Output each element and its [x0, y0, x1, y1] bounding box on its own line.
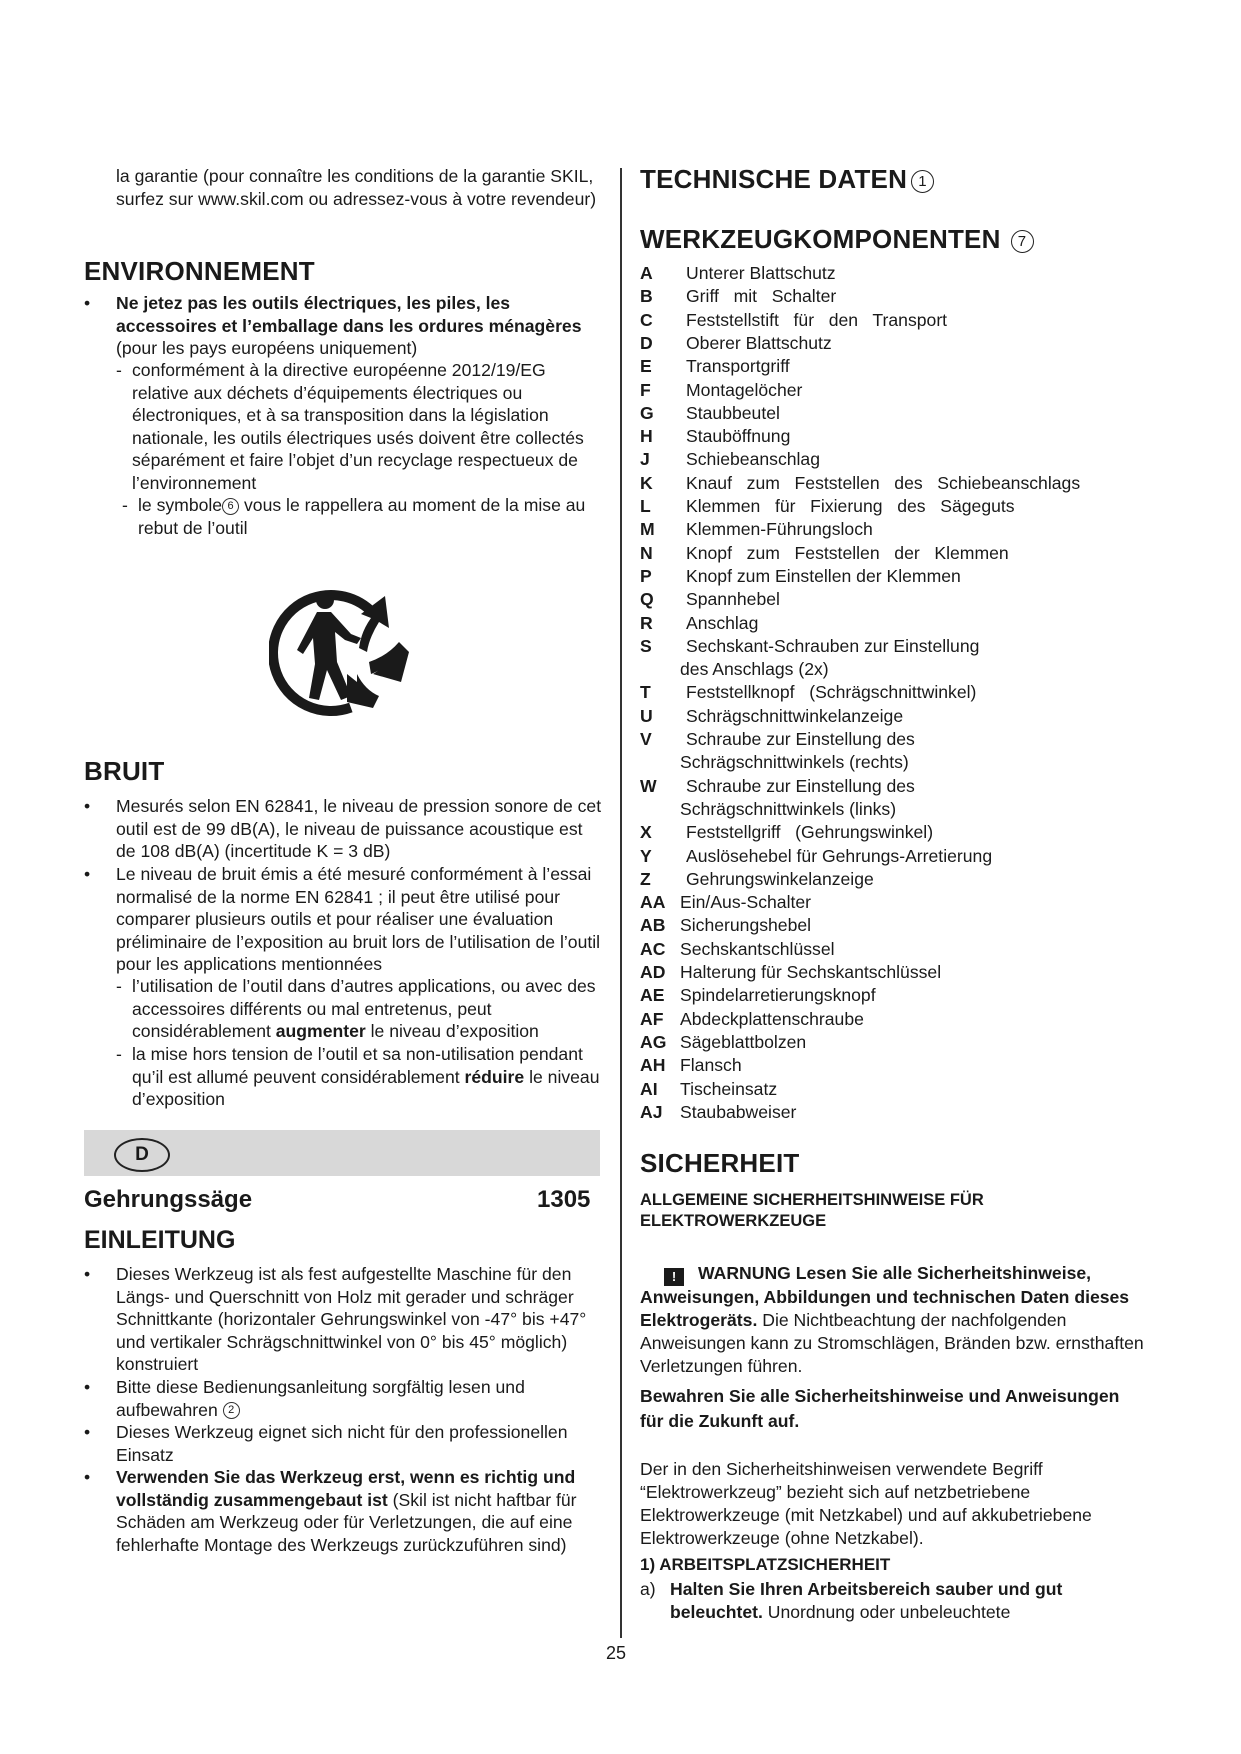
- component-key: AC: [640, 938, 666, 959]
- component-key: E: [640, 356, 652, 377]
- component-key: AD: [640, 962, 666, 982]
- component-key: W: [640, 775, 657, 796]
- warranty-text: la garantie (pour connaître les conditions de la garantie SKIL, surfez sur www.skil.com ou adressez-vous à votre revendeur): [116, 166, 597, 209]
- bullet-icon: •: [84, 1264, 91, 1284]
- component-key: S: [640, 635, 652, 656]
- bullet-icon: •: [84, 293, 91, 313]
- arbeitsplatz-a-label: a): [640, 1579, 656, 1599]
- component-key: AB: [640, 915, 666, 936]
- bullet-icon: •: [84, 1422, 91, 1442]
- einleitung-bullet-1: Dieses Werkzeug ist als fest aufgestellte Maschine für den Längs- und Querschnitt von Holz mit gerader und schräger Schnittkante (horizontaler Gehrungswinkel von -47° bis +47° und vertikaler Schrägschnittwinkel von 0° bis 45° möglich) konstruiert: [116, 1264, 587, 1374]
- warning-icon: !: [664, 1268, 684, 1286]
- component-label: Ein/Aus-Schalter: [680, 892, 812, 913]
- component-label: Feststellstift für den Transport: [686, 309, 948, 330]
- component-label: Oberer Blattschutz: [686, 332, 832, 353]
- component-label: Tischeinsatz: [680, 1078, 778, 1099]
- component-key: J: [640, 449, 650, 470]
- einleitung-bullet-2: [116, 1376, 606, 1421]
- language-badge: D: [114, 1138, 170, 1172]
- component-label: Flansch: [680, 1055, 742, 1076]
- component-label: Griff mit Schalter: [686, 286, 837, 307]
- component-label: Auslösehebel für Gehrungs-Arretierung: [686, 845, 993, 866]
- ref-circle-7: 7: [1011, 230, 1034, 253]
- component-key: D: [640, 332, 653, 353]
- component-label: Anschlag: [686, 612, 759, 633]
- warning-paragraph: [640, 1262, 1160, 1378]
- bruit-dash-2-a: la mise hors tension de l’outil et sa non-utilisation pendant qu’il est allumé peuvent considérablement: [132, 1044, 583, 1087]
- bruit-dash-2: - la mise hors tension de l’outil et sa non-utilisation pendant qu’il est allumé peuvent considérablement réduire le niveau d’exposition: [116, 1044, 600, 1109]
- bruit-bullet-2: Le niveau de bruit émis a été mesuré conformément à l’essai normalisé de la norme EN 62841 ; il peut être utilisé pour comparer plusieurs outils et pour réaliser une évaluation préliminaire de l’exposition au bruit lors de l’utilisation de l’outil pour les applications mentionnées: [116, 864, 601, 974]
- bullet-icon: •: [84, 1377, 91, 1397]
- tech-data-heading: [640, 164, 934, 195]
- bruit-bullet-1: Mesurés selon EN 62841, le niveau de pression sonore de cet outil est de 99 dB(A), le niveau de puissance acoustique est de 108 dB(A) (incertitude K = 3 dB): [116, 796, 602, 861]
- arbeitsplatz-a-rest: Unordnung oder unbeleuchtete: [762, 1601, 1011, 1622]
- einleitung-bullet-2-text: Bitte diese Bedienungsanleitung sorgfältig lesen und aufbewahren: [116, 1377, 525, 1420]
- environment-dash-2: - le symbole 6 vous le rappellera au moment de la mise au rebut de l’outil: [122, 495, 586, 538]
- component-label: Sägeblattbolzen: [680, 1031, 807, 1052]
- component-key: C: [640, 309, 653, 330]
- component-label: Schiebeanschlag: [686, 449, 821, 470]
- component-key: AH: [640, 1055, 666, 1076]
- environment-heading: ENVIRONNEMENT: [84, 256, 315, 286]
- begriff-text: Der in den Sicherheitshinweisen verwendete Begriff “Elektrowerkzeug” bezieht sich auf netzbetriebene Elektrowerkzeuge (mit Netzkabel) und auf akkubetriebene Elektrowerkzeuge (ohne Netzkabel).: [640, 1459, 1092, 1548]
- bullet-icon: •: [84, 864, 91, 884]
- component-key: AG: [640, 1031, 667, 1052]
- component-key: Q: [640, 589, 654, 610]
- component-key: AJ: [640, 1101, 663, 1122]
- arbeitsplatz-heading: 1) ARBEITSPLATZSICHERHEIT: [640, 1555, 891, 1574]
- component-label: Abdeckplattenschraube: [680, 1008, 864, 1029]
- component-key: G: [640, 402, 654, 423]
- component-label: Stauböffnung: [686, 426, 791, 447]
- component-label: Schrägschnittwinkelanzeige: [686, 705, 904, 726]
- ref-circle-1: 1: [911, 170, 934, 193]
- einleitung-heading: EINLEITUNG: [84, 1226, 236, 1254]
- component-key: H: [640, 426, 653, 447]
- einleitung-bullet-4-rest: (Skil ist nicht haftbar für Schäden am Werkzeug oder für Verletzungen, die auf eine fehlerhafte Montage des Werkzeugs zurückzuführen sind): [116, 1489, 577, 1555]
- environment-dash-1: - conformément à la directive européenne 2012/19/EG relative aux déchets d’équipements électriques ou électroniques, et à sa transposition dans la législation nationale, les outils électriques usés doivent être collectés séparément et faire l’objet d’un recyclage respectueux de l’environnement: [116, 359, 606, 494]
- component-key: AI: [640, 1078, 658, 1099]
- component-key: N: [640, 542, 653, 563]
- einleitung-bullet-4: [116, 1466, 606, 1556]
- component-label: Klemmen für Fixierung des Sägeguts: [686, 496, 1015, 516]
- bruit-dash-2-bold: réduire: [464, 1066, 525, 1087]
- component-key: U: [640, 705, 653, 726]
- component-key: Y: [640, 845, 652, 866]
- bruit-dash-1-a: l’utilisation de l’outil dans d’autres applications, ou avec des accessoires différents ou mal entretenus, peut considérablement: [132, 976, 596, 1041]
- component-key: AE: [640, 985, 665, 1006]
- component-key: AF: [640, 1008, 664, 1029]
- component-label: Unterer Blattschutz: [686, 263, 836, 283]
- component-key: Z: [640, 868, 651, 889]
- component-label: Gehrungswinkelanzeige: [686, 868, 874, 889]
- component-label: Sechskant-Schrauben zur Einstellung: [686, 635, 980, 656]
- component-label: Knauf zum Feststellen des Schiebeanschlags: [686, 472, 1081, 493]
- ref-circle-2: 2: [223, 1402, 240, 1419]
- component-label-continued: Schrägschnittwinkels (links): [680, 798, 897, 819]
- component-key: L: [640, 496, 651, 516]
- component-label: Sicherungshebel: [680, 915, 812, 936]
- component-key: A: [640, 263, 653, 283]
- bruit-dash-1-bold: augmenter: [275, 1021, 366, 1041]
- components-heading: [640, 224, 1034, 255]
- environment-dash-2-b: vous le rappellera au moment de la mise au rebut de l’outil: [138, 495, 586, 538]
- page-number: 25: [606, 1643, 627, 1663]
- product-name: Gehrungssäge: [84, 1186, 253, 1213]
- component-label: Staubabweiser: [680, 1101, 797, 1122]
- triman-recycling-icon: [269, 578, 419, 728]
- ref-circle-6: 6: [222, 498, 239, 515]
- component-key: F: [640, 379, 651, 400]
- environment-bullet-bold: Ne jetez pas les outils électriques, les piles, les accessoires et l’emballage dans les ordures ménagères: [116, 293, 582, 336]
- bullet-icon: •: [84, 796, 91, 816]
- component-key: R: [640, 612, 653, 633]
- component-label: Halterung für Sechskantschlüssel: [680, 962, 942, 982]
- component-label: Staubbeutel: [686, 402, 780, 423]
- component-label-continued: des Anschlags (2x): [680, 659, 829, 680]
- component-key: M: [640, 519, 655, 540]
- allgemeine-heading: ALLGEMEINE SICHERHEITSHINWEISE FÜR ELEKTROWERKZEUGE: [640, 1191, 984, 1230]
- environment-dash-2-a: le symbole: [138, 495, 223, 515]
- bullet-icon: •: [84, 1467, 91, 1487]
- einleitung-bullet-4-bold: Verwenden Sie das Werkzeug erst, wenn es richtig und vollständig zusammengebaut ist: [116, 1467, 576, 1510]
- component-key: T: [640, 682, 651, 703]
- bewahren-text: Bewahren Sie alle Sicherheitshinweise und Anweisungen für die Zukunft auf.: [640, 1386, 1120, 1431]
- component-label: Sechskantschlüssel: [680, 938, 835, 959]
- component-key: P: [640, 565, 652, 586]
- environment-dash-1-text: conformément à la directive européenne 2012/19/EG relative aux déchets d’équipements électriques ou électroniques, et à sa transposition dans la législation nationale, les outils électriques usés doivent être collectés séparément et faire l’objet d’un recyclage respectueux de l’environnement: [132, 360, 584, 493]
- component-label: Knopf zum Feststellen der Klemmen: [686, 542, 1009, 563]
- component-label: Spindelarretierungsknopf: [680, 985, 876, 1006]
- component-label: Schraube zur Einstellung des: [686, 775, 915, 796]
- einleitung-bullet-3: Dieses Werkzeug eignet sich nicht für den professionellen Einsatz: [116, 1422, 568, 1465]
- component-label: Montagelöcher: [686, 379, 803, 400]
- component-label: Feststellgriff (Gehrungswinkel): [686, 822, 934, 843]
- component-label: Klemmen-Führungsloch: [686, 519, 873, 540]
- component-label: Knopf zum Einstellen der Klemmen: [686, 565, 961, 586]
- component-key: AA: [640, 892, 666, 913]
- component-label: Schraube zur Einstellung des: [686, 729, 915, 749]
- environment-bullet-rest: (pour les pays européens uniquement): [116, 338, 418, 358]
- components-title: WERKZEUGKOMPONENTEN: [640, 224, 1001, 254]
- warning-rest: Die Nichtbeachtung der nachfolgenden Anweisungen kann zu Stromschlägen, Bränden bzw. ernsthaften Verletzungen führen.: [640, 1310, 1144, 1376]
- bruit-heading: BRUIT: [84, 756, 165, 786]
- component-key: K: [640, 472, 653, 493]
- component-key: X: [640, 822, 652, 843]
- product-number: 1305: [537, 1186, 591, 1213]
- arbeitsplatz-a-bold: Halten Sie Ihren Arbeitsbereich sauber und gut beleuchtet.: [670, 1579, 1063, 1622]
- component-label: Feststellknopf (Schrägschnittwinkel): [686, 682, 977, 703]
- component-label: Spannhebel: [686, 589, 780, 610]
- arbeitsplatz-a: [640, 1578, 1160, 1623]
- bruit-dash-1: - l’utilisation de l’outil dans d’autres applications, ou avec des accessoires différents ou mal entretenus, peut considérablement augmenter le niveau d’exposition: [116, 976, 596, 1041]
- bruit-dash-2-c: le niveau d’exposition: [132, 1066, 600, 1109]
- environment-bullet: [116, 292, 606, 360]
- warning-bold: WARNUNG Lesen Sie alle Sicherheitshinweise, Anweisungen, Abbildungen und technischen Daten dieses Elektrogeräts.: [640, 1263, 1130, 1330]
- component-key: B: [640, 286, 653, 307]
- bruit-dash-1-c: le niveau d’exposition: [365, 1021, 539, 1041]
- tech-data-title: TECHNISCHE DATEN: [640, 164, 908, 194]
- column-divider: [620, 168, 622, 1638]
- component-key: V: [640, 729, 652, 749]
- component-label: Transportgriff: [686, 356, 790, 377]
- component-label-continued: Schrägschnittwinkels (rechts): [680, 752, 909, 773]
- sicherheit-heading: SICHERHEIT: [640, 1148, 800, 1178]
